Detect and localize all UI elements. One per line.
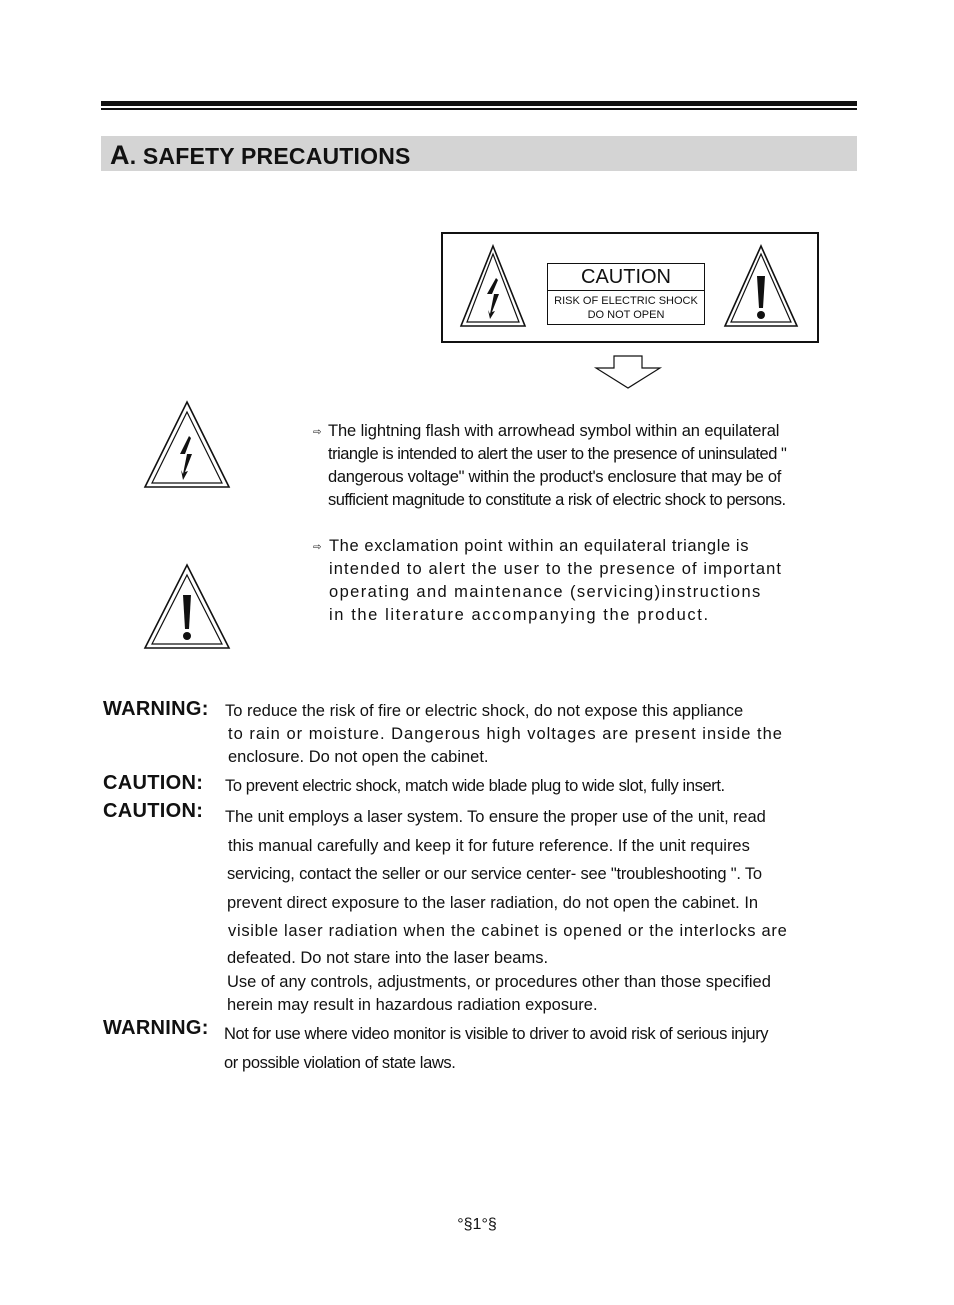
warning-label-video: WARNING: <box>103 1017 209 1039</box>
caution-label <box>547 263 705 325</box>
caution-label-laser: CAUTION: <box>103 800 204 822</box>
caution-label-line2: DO NOT OPEN <box>587 309 665 321</box>
lightning-triangle-icon <box>143 400 231 490</box>
exclamation-description: The exclamation point within an equilateral triangle is intended to alert the user to the presence of important operating and maintenance (servicing)instructions in the literature accompanying the product. <box>329 537 783 624</box>
caution-plug-text: To prevent electric shock, match wide blade plug to wide slot, fully insert. <box>225 777 725 795</box>
page-number: °§1°§ <box>457 1216 497 1233</box>
section-header <box>101 136 857 171</box>
caution-label-line1: RISK OF ELECTRIC SHOCK <box>554 295 698 307</box>
caution-label-box <box>441 232 819 343</box>
warning-video-text: Not for use where video monitor is visible to driver to avoid risk of serious injury or possible violation of state laws. <box>224 1025 769 1072</box>
caution-label-title: CAUTION <box>548 264 704 291</box>
down-arrow-icon <box>592 354 664 390</box>
exclamation-triangle-icon <box>143 563 231 651</box>
caution-laser-text: The unit employs a laser system. To ensure the proper use of the unit, read this manual carefully and keep it for future reference. If the unit requires servicing, contact the seller or our service center- see "troubleshooting ". To prevent direct exposure to the laser radiation, do not open the cabinet. In visible laser radiation when the cabinet is opened or the interlocks are defeated. Do not stare into the laser beams. Use of any controls, adjustments, or procedures other than those specified herein may result in hazardous radiation exposure. <box>225 808 788 1014</box>
lightning-description: The lightning flash with arrowhead symbol within an equilateral triangle is intended to alert the user to the presence of uninsulated " dangerous voltage" within the product's enclosure that may be of sufficient magnitude to constitute a risk of electric shock to persons. <box>328 422 787 509</box>
bullet-arrow-icon: ⇨ <box>313 427 322 438</box>
section-title: A. SAFETY PRECAUTIONS <box>110 140 411 170</box>
lightning-triangle-icon <box>457 242 529 330</box>
warning-label: WARNING: <box>103 698 209 720</box>
top-rule-thick <box>101 101 857 106</box>
top-rule-thin <box>101 108 857 110</box>
caution-label-plug: CAUTION: <box>103 772 204 794</box>
bullet-arrow-icon: ⇨ <box>313 542 322 553</box>
exclamation-triangle-icon <box>721 242 801 330</box>
warning-text: To reduce the risk of fire or electric shock, do not expose this appliance to rain or moisture. Dangerous high voltages are present inside the enclosure. Do not open the cabinet. <box>225 702 783 766</box>
